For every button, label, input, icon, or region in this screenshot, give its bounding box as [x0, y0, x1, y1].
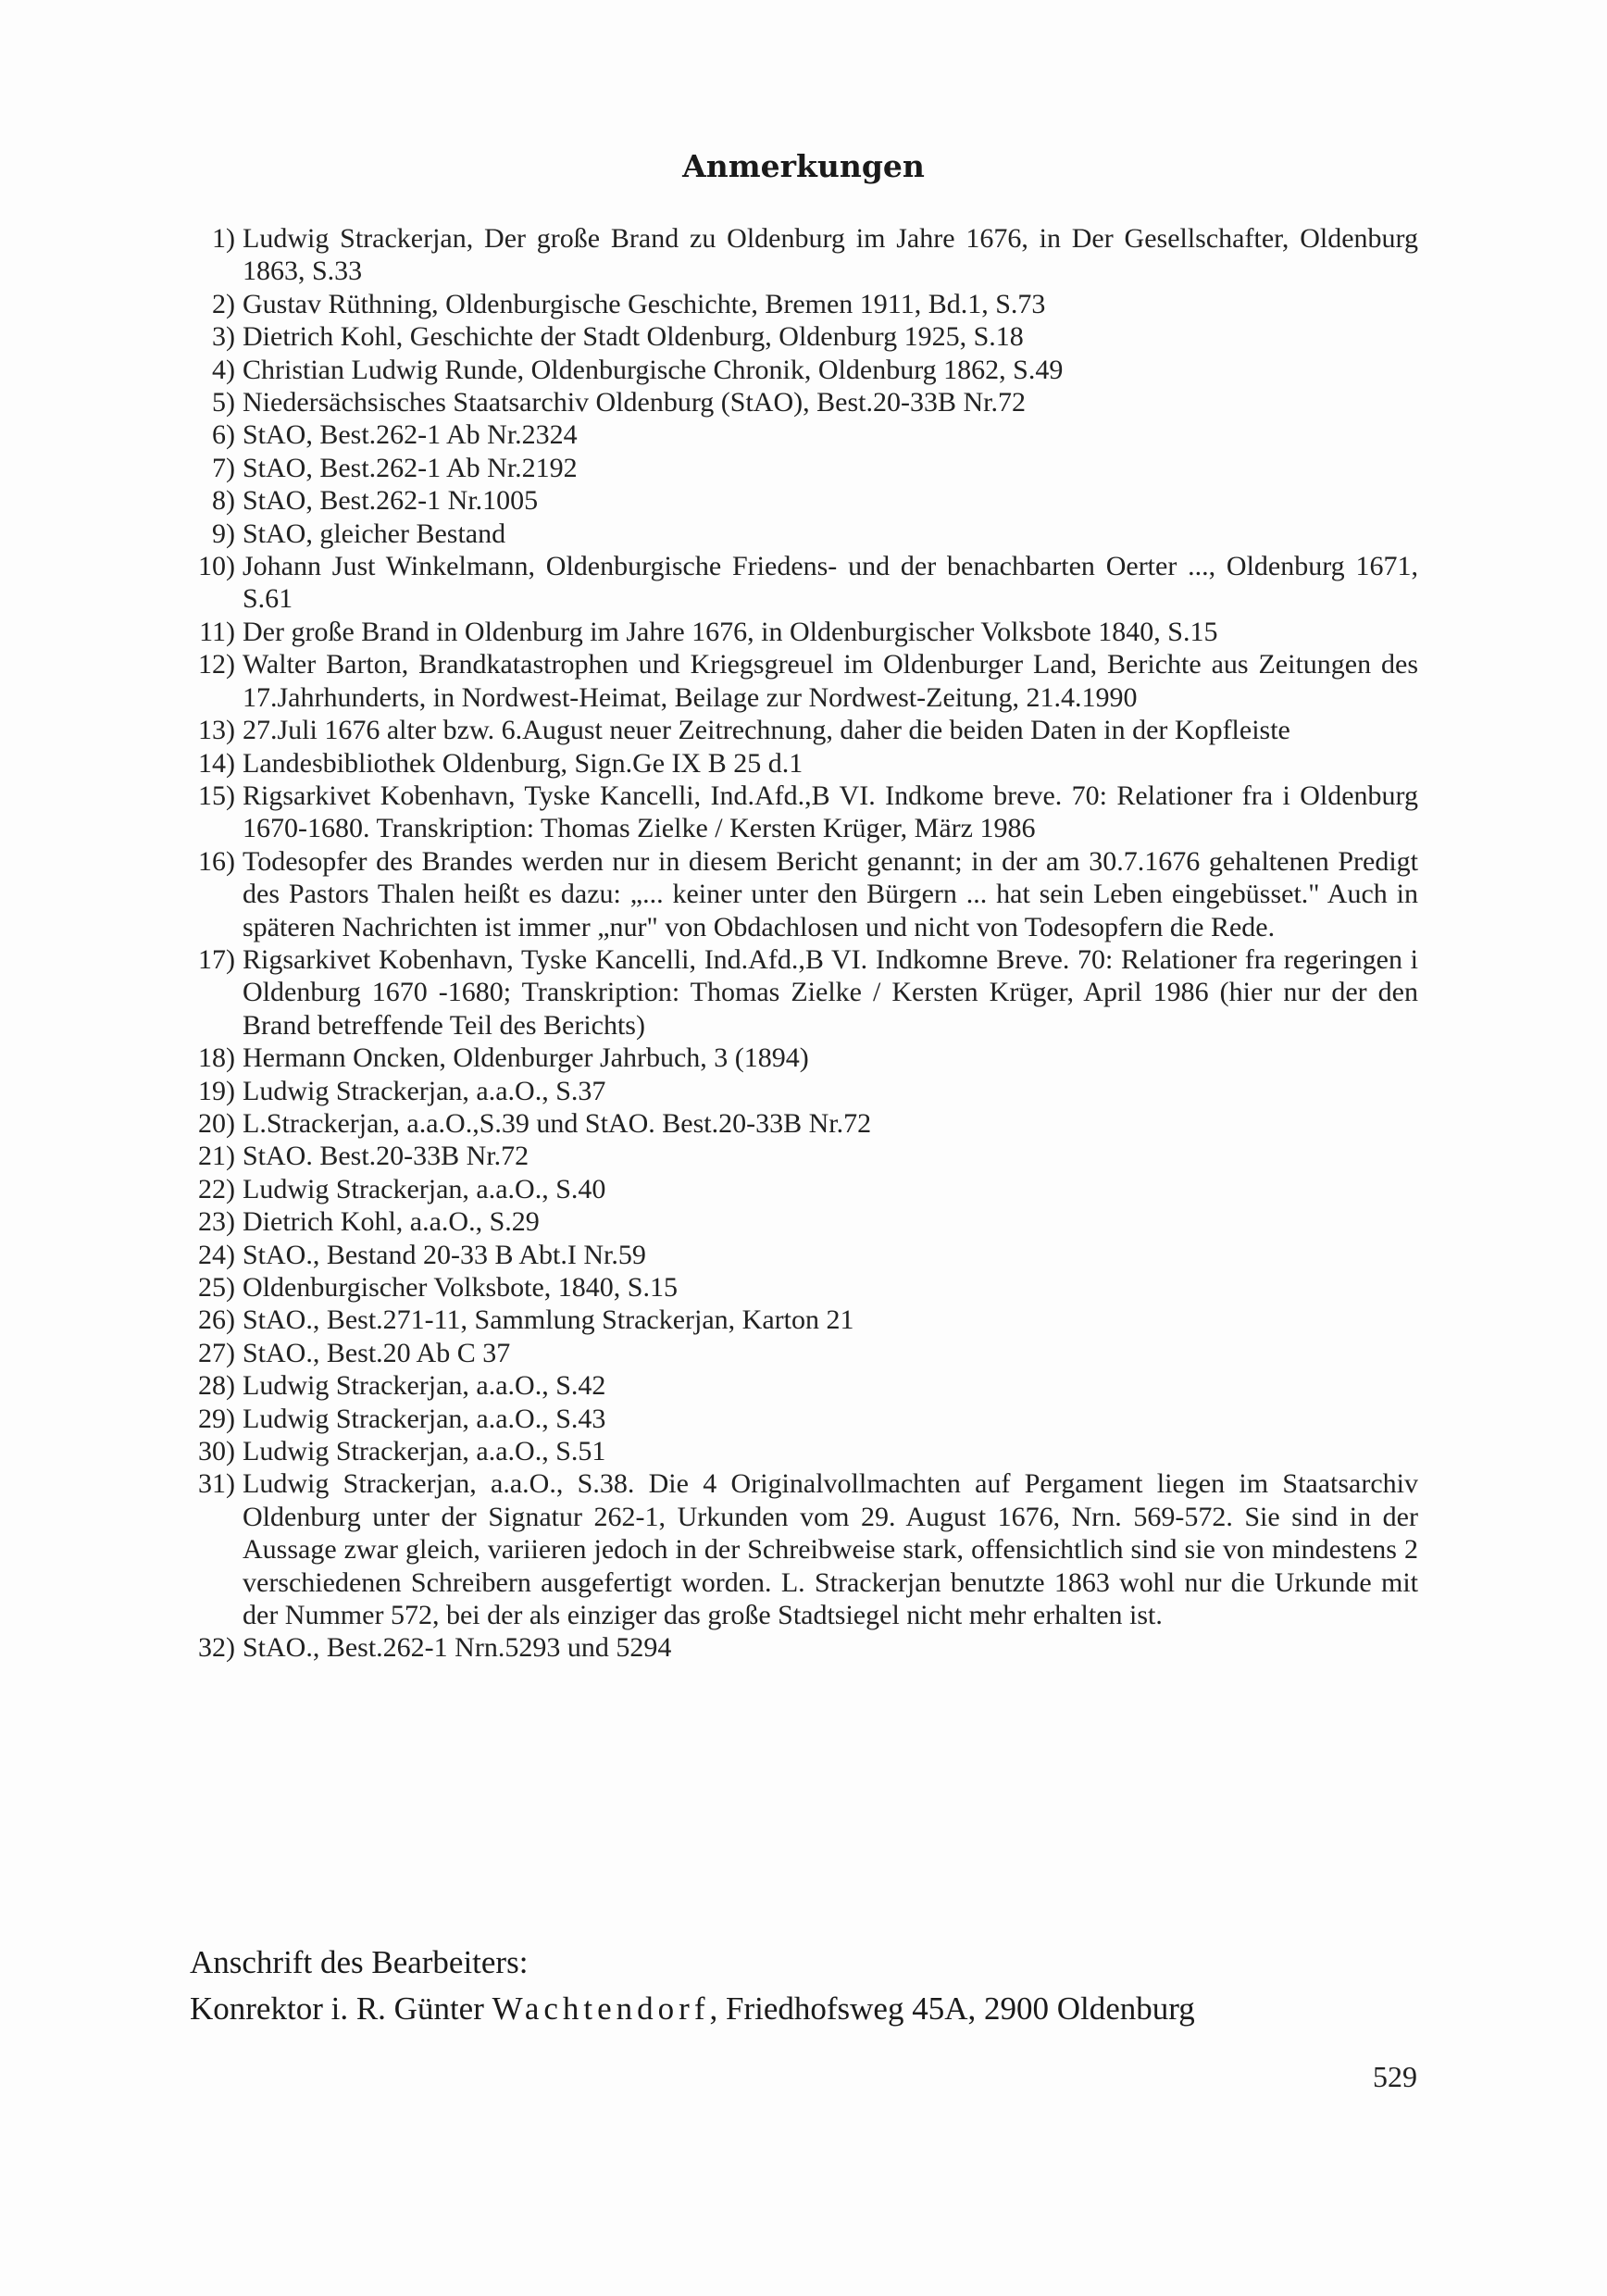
footnote-item — [181, 320, 1418, 353]
footnote-text: Gustav Rüthning, Oldenburgische Geschichte, Bremen 1911, Bd.1, S.73 — [243, 288, 1046, 319]
footnote-text: Christian Ludwig Runde, Oldenburgische Chronik, Oldenburg 1862, S.49 — [243, 354, 1064, 385]
footnote-item — [181, 1042, 1418, 1074]
footnote-text: Ludwig Strackerjan, a.a.O., S.37 — [243, 1075, 606, 1106]
footnote-number: 14) — [198, 747, 235, 779]
footnote-text: StAO, Best.262-1 Nr.1005 — [243, 485, 539, 517]
footnote-item — [181, 1369, 1418, 1402]
footnote-text: Ludwig Strackerjan, a.a.O., S.40 — [243, 1173, 606, 1204]
footnote-number: 11) — [199, 616, 235, 647]
footnote-item — [181, 1304, 1418, 1336]
footnote-text: Ludwig Strackerjan, a.a.O., S.38. Die 4 Originalvollmachten auf Pergament liegen im Staatsarchiv Oldenburg unter der Signatur 262-1, Urkunden vom 29. August 1676, Nrn. 569-572. Sie sind in der Aussage zwar gleich, variieren jedoch in der Schreibweise stark, offensichtlich sind sie von mindestens 2 verschiedenen Schreibern ausgefertigt worden. L. Strackerjan benutzte 1863 wohl nur die Urkunde mit der Nummer 572, bei der als einziger das große Stadtsiegel nicht mehr erhalten ist. — [243, 1468, 1418, 1631]
footnote-text: StAO, gleicher Bestand — [243, 518, 506, 549]
footnote-item — [181, 616, 1418, 648]
footnote-text: Johann Just Winkelmann, Oldenburgische Friedens- und der benachbarten Oerter ..., Oldenburg 1671, S.61 — [243, 551, 1418, 615]
footnote-number: 4) — [212, 354, 235, 385]
footnote-item — [181, 845, 1418, 943]
footnote-number: 6) — [212, 419, 235, 451]
footnote-number: 13) — [198, 715, 235, 746]
footnote-item — [181, 1140, 1418, 1172]
footnote-number: 12) — [198, 649, 235, 680]
footnote-item — [181, 354, 1418, 386]
footnote-item — [181, 1631, 1418, 1664]
footnote-item — [181, 386, 1418, 418]
address-suffix: , Friedhofsweg 45A, 2900 Oldenburg — [709, 1990, 1195, 2027]
footnote-number: 8) — [212, 485, 235, 517]
footnote-number: 28) — [198, 1370, 235, 1402]
footnote-number: 24) — [198, 1239, 235, 1270]
footnote-number: 5) — [212, 387, 235, 418]
footnote-text: Rigsarkivet Kobenhavn, Tyske Kancelli, Ind.Afd.,B VI. Indkome breve. 70: Relationer fra i Oldenburg 1670-1680. Transkription: Thomas Zielke / Kersten Krüger, März 1986 — [243, 780, 1418, 844]
footnote-item — [181, 1271, 1418, 1304]
author-surname: Wachtendorf — [492, 1990, 710, 2027]
footnote-text: L.Strackerjan, a.a.O.,S.39 und StAO. Best.20-33B Nr.72 — [243, 1107, 872, 1139]
footnote-item — [181, 648, 1418, 714]
footnote-item — [181, 1467, 1418, 1631]
footnote-text: Walter Barton, Brandkatastrophen und Kriegsgreuel im Oldenburger Land, Berichte aus Zeitungen des 17.Jahrhunderts, in Nordwest-Heimat, Beilage zur Nordwest-Zeitung, 21.4.1990 — [243, 649, 1418, 713]
footnote-item — [181, 418, 1418, 451]
footnote-text: StAO., Best.271-11, Sammlung Strackerjan, Karton 21 — [243, 1304, 854, 1336]
footnote-text: Ludwig Strackerjan, Der große Brand zu Oldenburg im Jahre 1676, in Der Gesellschafter, Oldenburg 1863, S.33 — [243, 223, 1418, 287]
author-address — [190, 1940, 1195, 2032]
footnote-item — [181, 1337, 1418, 1369]
footnote-number: 27) — [198, 1337, 235, 1368]
footnote-text: Hermann Oncken, Oldenburger Jahrbuch, 3 (1894) — [243, 1042, 809, 1074]
footnote-item — [181, 452, 1418, 484]
footnote-item — [181, 1239, 1418, 1271]
footnote-item — [181, 1107, 1418, 1140]
footnote-number: 29) — [198, 1403, 235, 1434]
footnote-text: Oldenburgischer Volksbote, 1840, S.15 — [243, 1272, 678, 1303]
footnote-text: StAO., Bestand 20-33 B Abt.I Nr.59 — [243, 1239, 646, 1270]
footnote-number: 2) — [212, 288, 235, 319]
footnote-number: 21) — [198, 1141, 235, 1172]
footnote-text: Ludwig Strackerjan, a.a.O., S.43 — [243, 1403, 606, 1434]
footnote-number: 3) — [212, 321, 235, 353]
footnote-text: 27.Juli 1676 alter bzw. 6.August neuer Zeitrechnung, daher die beiden Daten in der Kopfleiste — [243, 715, 1290, 746]
footnote-text: StAO., Best.262-1 Nrn.5293 und 5294 — [243, 1632, 672, 1664]
address-prefix: Konrektor i. R. Günter — [190, 1990, 484, 2027]
footnote-text: StAO. Best.20-33B Nr.72 — [243, 1141, 529, 1172]
footnote-text: Ludwig Strackerjan, a.a.O., S.42 — [243, 1370, 606, 1402]
footnote-item — [181, 550, 1418, 616]
footnote-number: 22) — [198, 1173, 235, 1204]
footnote-number: 26) — [198, 1304, 235, 1336]
footnote-text: Todesopfer des Brandes werden nur in diesem Bericht genannt; in der am 30.7.1676 gehaltenen Predigt des Pastors Thalen heißt es dazu: „... keiner unter den Bürgern ... hat sein Leben eingebüsset." Auch in späteren Nachrichten ist immer „nur" von Obdachlosen und nicht von Todesopfern die Rede. — [243, 845, 1418, 942]
footnote-text: Ludwig Strackerjan, a.a.O., S.51 — [243, 1436, 606, 1467]
footnote-number: 25) — [198, 1272, 235, 1303]
footnote-item — [181, 714, 1418, 746]
footnote-number: 20) — [198, 1107, 235, 1139]
footnote-number: 16) — [198, 845, 235, 877]
footnote-item — [181, 1435, 1418, 1467]
address-label: Anschrift des Bearbeiters: — [190, 1944, 529, 1980]
footnote-number: 30) — [198, 1436, 235, 1467]
footnote-number: 7) — [212, 452, 235, 483]
page-heading: Anmerkungen — [682, 148, 925, 184]
footnote-text: Landesbibliothek Oldenburg, Sign.Ge IX B 25 d.1 — [243, 747, 804, 779]
footnote-number: 23) — [198, 1206, 235, 1238]
footnote-item — [181, 1173, 1418, 1205]
footnote-text: Dietrich Kohl, Geschichte der Stadt Oldenburg, Oldenburg 1925, S.18 — [243, 321, 1024, 353]
footnote-item — [181, 518, 1418, 550]
footnote-item — [181, 1075, 1418, 1107]
footnote-item — [181, 780, 1418, 845]
footnote-text: StAO., Best.20 Ab C 37 — [243, 1337, 511, 1368]
footnote-text: Der große Brand in Oldenburg im Jahre 1676, in Oldenburgischer Volksbote 1840, S.15 — [243, 616, 1218, 647]
footnote-number: 10) — [198, 551, 235, 582]
footnote-item — [181, 1403, 1418, 1435]
footnote-text: StAO, Best.262-1 Ab Nr.2192 — [243, 452, 578, 483]
footnote-number: 31) — [198, 1468, 235, 1500]
footnote-number: 17) — [198, 943, 235, 975]
footnote-item — [181, 222, 1418, 288]
footnote-number: 9) — [212, 518, 235, 549]
footnote-text: Niedersächsisches Staatsarchiv Oldenburg (StAO), Best.20-33B Nr.72 — [243, 387, 1026, 418]
footnote-item — [181, 484, 1418, 517]
footnote-text: Rigsarkivet Kobenhavn, Tyske Kancelli, Ind.Afd.,B VI. Indkomne Breve. 70: Relationer fra regeringen i Oldenburg 1670 -1680; Transkription: Thomas Zielke / Kersten Krüger, April 1986 (hier nur der den Brand betreffende Teil des Berichts) — [243, 943, 1418, 1041]
footnote-number: 32) — [198, 1632, 235, 1664]
footnote-number: 18) — [198, 1042, 235, 1074]
footnote-item — [181, 943, 1418, 1042]
footnote-item — [181, 1205, 1418, 1238]
footnote-list — [181, 222, 1418, 1665]
footnote-number: 15) — [198, 780, 235, 811]
page-number: 529 — [1373, 2060, 1417, 2093]
footnote-item — [181, 747, 1418, 780]
address-line — [190, 1986, 1195, 2032]
footnote-number: 1) — [212, 223, 235, 254]
footnote-text: Dietrich Kohl, a.a.O., S.29 — [243, 1206, 540, 1238]
footnote-item — [181, 288, 1418, 320]
footnote-text: StAO, Best.262-1 Ab Nr.2324 — [243, 419, 578, 451]
footnote-number: 19) — [198, 1075, 235, 1106]
